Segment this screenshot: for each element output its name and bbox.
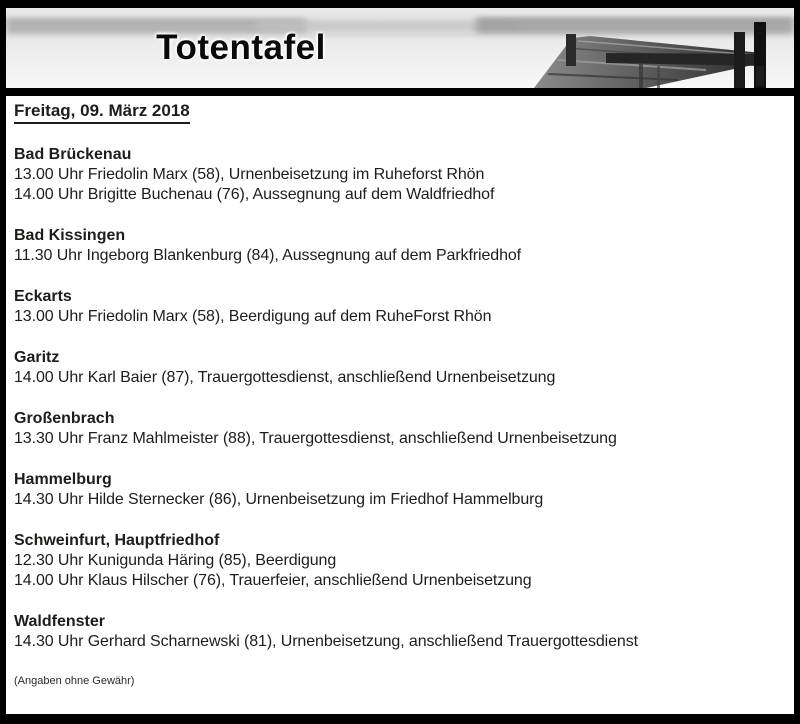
notice-section (14, 409, 784, 449)
notice-entry: 12.30 Uhr Kunigunda Häring (85), Beerdigung (14, 552, 337, 569)
notice-section (14, 612, 784, 652)
notice-section (14, 531, 784, 591)
notice-entry: 11.30 Uhr Ingeborg Blankenburg (84), Aussegnung auf dem Parkfriedhof (14, 247, 522, 264)
notice-content (6, 96, 794, 714)
date-heading: Freitag, 09. März 2018 (14, 101, 190, 124)
notice-entry: 14.00 Uhr Brigitte Buchenau (76), Aussegnung auf dem Waldfriedhof (14, 186, 495, 203)
place-name: Großenbrach (14, 410, 115, 427)
notice-section (14, 348, 784, 388)
header-banner (6, 8, 794, 88)
notice-list (14, 145, 784, 652)
notice-entry: 14.30 Uhr Hilde Sternecker (86), Urnenbeisetzung im Friedhof Hammelburg (14, 491, 544, 508)
notice-entry: 14.30 Uhr Gerhard Scharnewski (81), Urnenbeisetzung, anschließend Trauergottesdienst (14, 633, 638, 650)
notice-section (14, 145, 784, 205)
notice-section (14, 226, 784, 266)
notice-entry: 13.00 Uhr Friedolin Marx (58), Urnenbeisetzung im Ruheforst Rhön (14, 166, 485, 183)
page-title: Totentafel (156, 28, 326, 67)
place-name: Bad Kissingen (14, 227, 126, 244)
notice-entry: 14.00 Uhr Klaus Hilscher (76), Trauerfeier, anschließend Urnenbeisetzung (14, 572, 532, 589)
place-name: Hammelburg (14, 471, 112, 488)
place-name: Garitz (14, 349, 60, 366)
place-name: Bad Brückenau (14, 146, 132, 163)
notice-entry: 13.30 Uhr Franz Mahlmeister (88), Trauergottesdienst, anschließend Urnenbeisetzung (14, 430, 617, 447)
place-name: Schweinfurt, Hauptfriedhof (14, 532, 220, 549)
frame-border-right (794, 0, 800, 724)
header-divider-bar (0, 88, 800, 96)
notice-entry: 14.00 Uhr Karl Baier (87), Trauergottesdienst, anschließend Urnenbeisetzung (14, 369, 556, 386)
notice-section (14, 287, 784, 327)
place-name: Eckarts (14, 288, 72, 305)
notice-section (14, 470, 784, 510)
frame-border-top (0, 0, 800, 8)
disclaimer-note: (Angaben ohne Gewähr) (14, 675, 135, 687)
frame-border-bottom (0, 714, 800, 724)
place-name: Waldfenster (14, 613, 105, 630)
notice-entry: 13.00 Uhr Friedolin Marx (58), Beerdigung auf dem RuheForst Rhön (14, 308, 492, 325)
